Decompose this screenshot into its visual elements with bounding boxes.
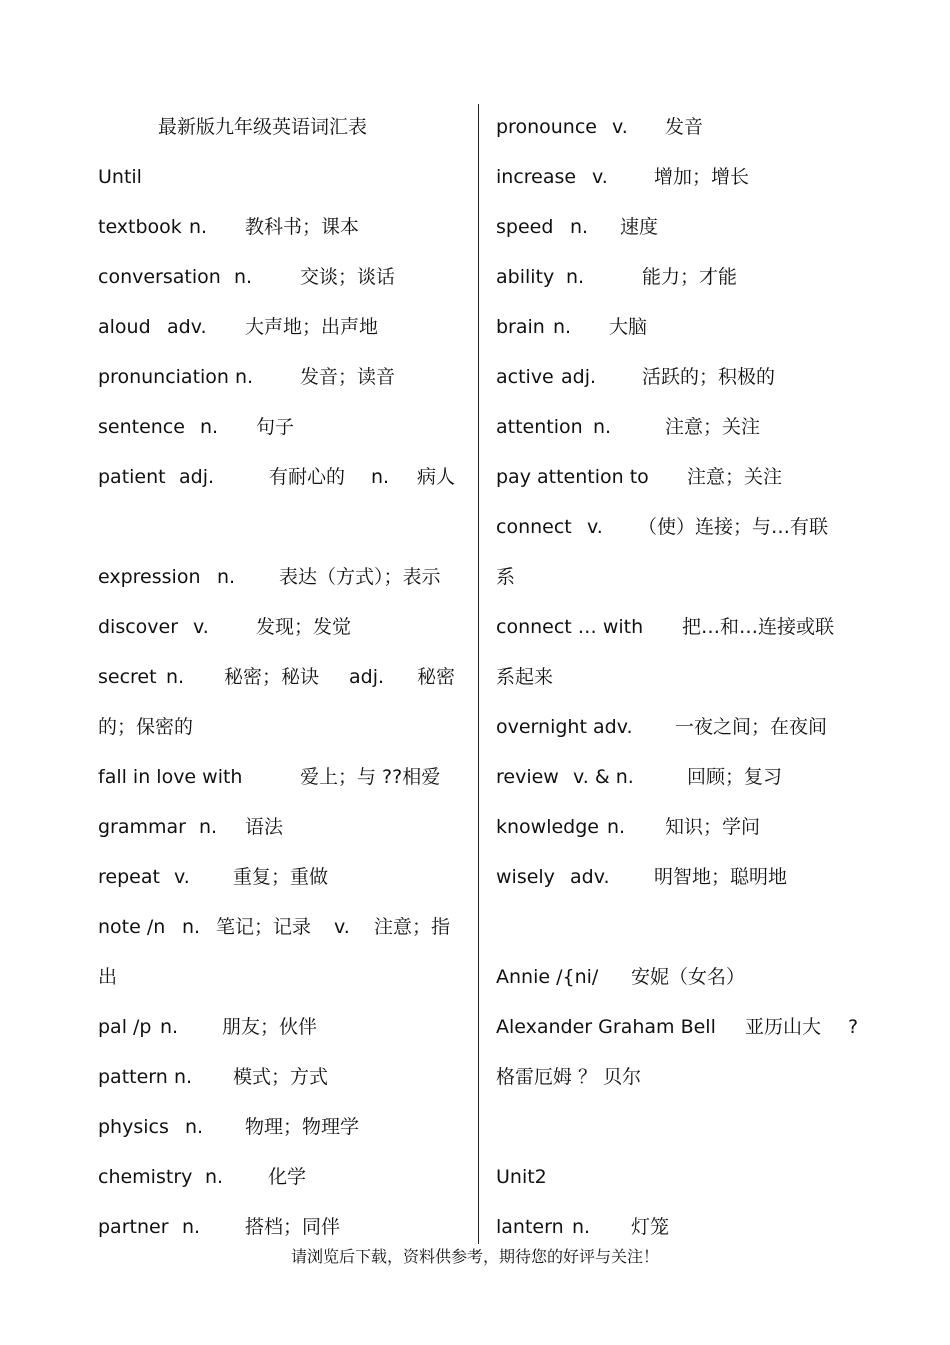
entry-pos: n. <box>185 1116 204 1138</box>
vocab-entry <box>98 1102 466 1152</box>
entry-meaning: 句子 <box>256 416 295 438</box>
entry-word: partner <box>98 1216 169 1238</box>
vocab-entry <box>496 352 876 402</box>
vocab-entry <box>496 302 876 352</box>
entry-word: Alexander Graham Bell <box>496 1016 716 1038</box>
entry-word: speed <box>496 216 554 238</box>
entry-word: review <box>496 766 559 788</box>
entry-meaning: 发音；读音 <box>300 366 396 388</box>
blank-line <box>496 902 876 952</box>
vocab-entry <box>98 352 466 402</box>
entry-meaning: 秘密；秘诀 <box>224 666 320 688</box>
entry-meaning: 大声地；出声地 <box>245 316 379 338</box>
entry-meaning: 模式；方式 <box>233 1066 329 1088</box>
entry-pos: v. <box>612 116 628 138</box>
entry-pos: n. <box>217 566 236 588</box>
entry-word: chemistry <box>98 1166 193 1188</box>
vocab-entry <box>496 1002 876 1052</box>
vocab-entry <box>496 202 876 252</box>
entry-meaning: 笔记；记录 <box>216 916 312 938</box>
entry-meaning: 增加；增长 <box>654 166 750 188</box>
entry-meaning: 知识；学问 <box>665 816 761 838</box>
entry-word: textbook <box>98 216 182 238</box>
entry-word: brain <box>496 316 545 338</box>
vocab-entry <box>496 102 876 152</box>
entry-word: connect … with <box>496 616 644 638</box>
entry-meaning: 重复；重做 <box>233 866 329 888</box>
entry-word: ability <box>496 266 555 288</box>
entry-pos: n. <box>200 416 219 438</box>
entry-pos: n. <box>553 316 572 338</box>
blank-line <box>98 502 466 552</box>
entry-pos: n. <box>607 816 626 838</box>
vocab-entry <box>496 752 876 802</box>
entry-word: Annie /{ni/ <box>496 966 599 988</box>
entry-meaning: 大脑 <box>609 316 648 338</box>
entry-word: active <box>496 366 554 388</box>
entry-pos: n. <box>166 666 185 688</box>
entry-pos: adj. <box>561 366 597 388</box>
entry-pos: n. <box>182 1216 201 1238</box>
entry-meaning: 注意；关注 <box>687 466 783 488</box>
vocab-entry <box>496 702 876 752</box>
entry-meaning: 语法 <box>245 816 284 838</box>
entry-meaning: 物理；物理学 <box>245 1116 360 1138</box>
vocab-entry <box>98 852 466 902</box>
vocab-entry <box>98 1002 466 1052</box>
vocab-entry <box>496 402 876 452</box>
entry-meaning: 活跃的；积极的 <box>642 366 776 388</box>
entry-pos: v. <box>174 866 190 888</box>
vocab-entry <box>98 902 466 952</box>
entry-extra: ? <box>848 1016 859 1038</box>
entry-meaning: 能力；才能 <box>642 266 738 288</box>
entry-continuation: 格雷厄姆 ？ 贝尔 <box>496 1066 642 1088</box>
unit-heading: Unit2 <box>496 1166 547 1188</box>
entry-continuation: 系 <box>496 566 516 588</box>
entry-word: pronunciation <box>98 366 229 388</box>
entry-meaning: 化学 <box>268 1166 307 1188</box>
left-column <box>98 102 466 1252</box>
entry-meaning: 安妮（女名） <box>631 966 746 988</box>
entry-pos: v. <box>193 616 209 638</box>
entry-meaning: 注意；关注 <box>665 416 761 438</box>
entry-continuation: 出 <box>98 966 118 988</box>
entry-word: knowledge <box>496 816 599 838</box>
entry-meaning: 搭档；同伴 <box>245 1216 341 1238</box>
vocab-entry <box>496 152 876 202</box>
entry-word: pattern <box>98 1066 168 1088</box>
entry-word: patient <box>98 466 166 488</box>
vocab-entry <box>98 452 466 502</box>
entry-pos: adj. <box>179 466 215 488</box>
entry-word: attention <box>496 416 583 438</box>
entry-meaning: 灯笼 <box>631 1216 670 1238</box>
entry-word: grammar <box>98 816 186 838</box>
vocab-entry <box>496 452 876 502</box>
entry-meaning: 朋友；伙伴 <box>222 1016 318 1038</box>
vocab-entry <box>496 252 876 302</box>
entry-pos: n. <box>570 216 589 238</box>
entry-word: repeat <box>98 866 160 888</box>
entry-pos: n. <box>593 416 612 438</box>
page-title: 最新版九年级英语词汇表 <box>158 116 368 138</box>
entry-word: fall in love with <box>98 766 243 788</box>
entry-word: sentence <box>98 416 185 438</box>
entry-pos: n. <box>235 366 254 388</box>
entry-pos: v. & n. <box>573 766 634 788</box>
entry-meaning: 爱上；与 ??相爱 <box>300 766 441 788</box>
vocab-entry <box>496 852 876 902</box>
entry-meaning: 一夜之间；在夜间 <box>675 716 828 738</box>
entry-continuation: 的；保密的 <box>98 716 194 738</box>
entry-pos-2: adj. <box>349 666 385 688</box>
entry-pos: v. <box>587 516 603 538</box>
entry-word: pronounce <box>496 116 597 138</box>
right-column <box>496 102 876 1252</box>
entry-word: wisely <box>496 866 555 888</box>
entry-pos-2: n. <box>371 466 390 488</box>
entry-meaning: 发现；发觉 <box>256 616 352 638</box>
vocab-entry <box>98 302 466 352</box>
entry-pos: n. <box>189 216 208 238</box>
entry-meaning: 亚历山大 <box>745 1016 822 1038</box>
entry-pos: n. <box>182 916 201 938</box>
entry-word: note /n <box>98 916 166 938</box>
entry-word: pal /p <box>98 1016 152 1038</box>
entry-word: increase <box>496 166 577 188</box>
entry-meaning: 回顾；复习 <box>687 766 783 788</box>
entry-pos: n. <box>174 1066 193 1088</box>
vocab-entry <box>496 602 876 652</box>
entry-word: physics <box>98 1116 169 1138</box>
vocab-entry <box>496 952 876 1002</box>
entry-word: aloud <box>98 316 151 338</box>
entry-pos: adv. <box>570 866 610 888</box>
entry-word: expression <box>98 566 201 588</box>
page-footer: 请浏览后下载，资料供参考，期待您的好评与关注！ <box>290 1247 659 1266</box>
entry-word: pay attention to <box>496 466 649 488</box>
entry-pos: n. <box>566 266 585 288</box>
entry-pos: n. <box>572 1216 591 1238</box>
vocab-entry <box>496 802 876 852</box>
vocab-entry <box>496 502 876 552</box>
entry-word: conversation <box>98 266 221 288</box>
vocab-entry <box>98 752 466 802</box>
entry-pos: adv. <box>593 716 633 738</box>
vocab-entry <box>98 552 466 602</box>
vocab-entry <box>98 402 466 452</box>
entry-pos: adv. <box>167 316 207 338</box>
entry-meaning: 发音 <box>665 116 704 138</box>
entry-continuation: 系起来 <box>496 666 554 688</box>
entry-word: connect <box>496 516 572 538</box>
entry-pos: n. <box>205 1166 224 1188</box>
entry-pos: v. <box>592 166 608 188</box>
entry-word: overnight <box>496 716 587 738</box>
entry-meaning-2: 病人 <box>417 466 456 488</box>
entry-meaning: 有耐心的 <box>269 466 346 488</box>
vocab-entry <box>98 1152 466 1202</box>
unit-heading: Until <box>98 166 142 188</box>
entry-meaning: （使）连接；与…有联 <box>638 516 829 538</box>
vocab-entry <box>98 802 466 852</box>
entry-pos: n. <box>234 266 253 288</box>
entry-pos: n. <box>199 816 218 838</box>
entry-meaning: 把…和…连接或联 <box>682 616 835 638</box>
column-divider <box>478 104 479 1244</box>
entry-meaning-2: 秘密 <box>417 666 456 688</box>
vocab-entry <box>98 652 466 702</box>
entry-meaning: 交谈；谈话 <box>300 266 396 288</box>
entry-pos: n. <box>160 1016 179 1038</box>
vocab-entry <box>98 1052 466 1102</box>
entry-meaning: 表达（方式）；表示 <box>279 566 441 588</box>
entry-word: secret <box>98 666 157 688</box>
vocab-entry <box>98 252 466 302</box>
vocab-entry <box>98 602 466 652</box>
entry-word: lantern <box>496 1216 564 1238</box>
entry-meaning: 教科书；课本 <box>245 216 360 238</box>
entry-word: discover <box>98 616 179 638</box>
vocab-entry <box>98 202 466 252</box>
entry-pos-2: v. <box>334 916 350 938</box>
blank-line <box>496 1102 876 1152</box>
entry-meaning: 速度 <box>620 216 659 238</box>
entry-meaning-2: 注意；指 <box>374 916 451 938</box>
entry-meaning: 明智地；聪明地 <box>654 866 788 888</box>
